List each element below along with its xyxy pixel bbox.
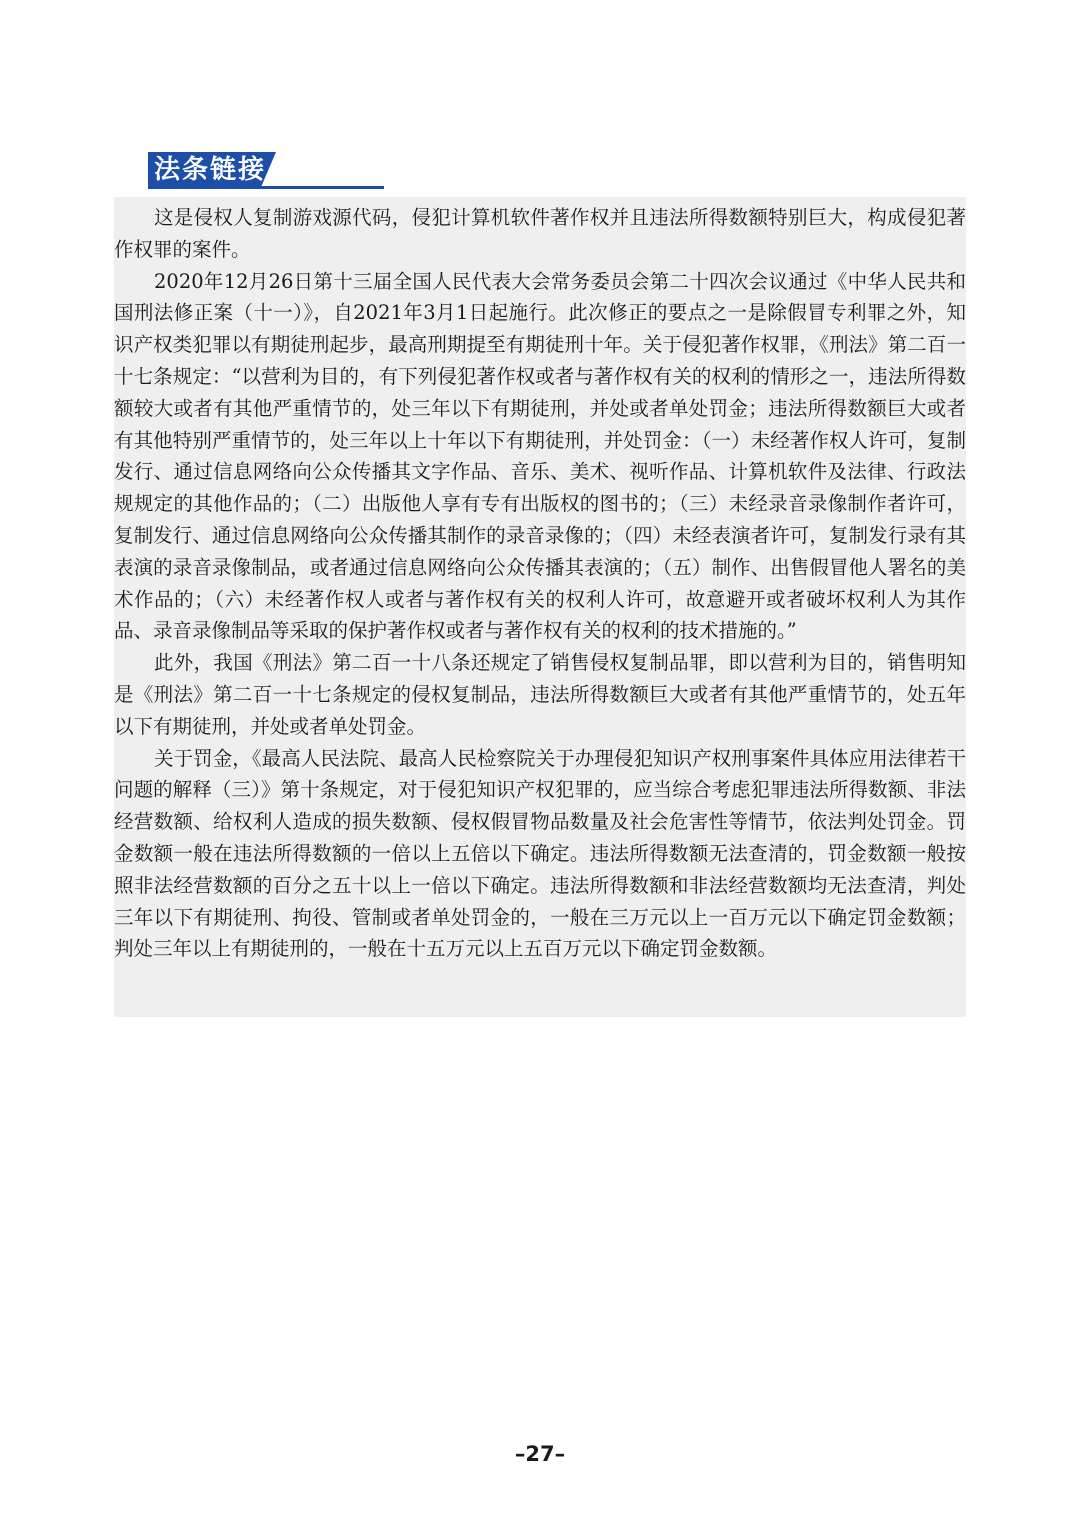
page-number: –27– [514,1442,566,1466]
section-title: 法条链接 [154,155,267,185]
paragraph: 这是侵权人复制游戏源代码，侵犯计算机软件著作权并且违法所得数额特别巨大，构成侵犯著作权罪的案件。 [114,206,966,261]
paragraph: 2020年12月26日第十三届全国人民代表大会常务委员会第二十四次会议通过《中华人民共和国刑法修正案（十一）》，自2021年3月1日起施行。此次修正的要点之一是除假冒专利罪之外，知识产权类犯罪以有期徒刑起步，最高刑期提至有期徒刑十年。关于侵犯著作权罪，《刑法》第二百一十七条规定：“以营利为目的，有下列侵犯著作权或者与著作权有关的权利的情形之一，违法所得数额较大或者有其他严重情节的，处三年以下有期徒刑，并处或者单处罚金；违法所得数额巨大或者有其他特别严重情节的，处三年以上十年以下有期徒刑，并处罚金：（一）未经著作权人许可，复制发行、通过信息网络向公众传播其文字作品、音乐、美术、视听作品、计算机软件及法律、行政法规规定的其他作品的；（二）出版他人享有专有出版权的图书的；（三）未经录音录像制作者许可，复制发行、通过信息网络向公众传播其制作的录音录像的；（四）未经表演者许可，复制发行录有其表演的录音录像制品，或者通过信息网络向公众传播其表演的；（五）制作、出售假冒他人署名的美术作品的；（六）未经著作权人或者与著作权有关的权利人许可，故意避开或者破坏权利人为其作品、录音录像制品等采取的保护著作权或者与著作权有关的权利的技术措施的。” [114,269,966,643]
paragraph: 此外，我国《刑法》第二百一十八条还规定了销售侵权复制品罪，即以营利为目的，销售明知是《刑法》第二百一十七条规定的侵权复制品，违法所得数额巨大或者有其他严重情节的，处五年以下有期徒刑，并处或者单处罚金。 [114,651,966,738]
section-header [148,152,384,190]
body-text [114,202,966,965]
paragraph: 关于罚金，《最高人民法院、最高人民检察院关于办理侵犯知识产权刑事案件具体应用法律若干问题的解释（三）》第十条规定，对于侵犯知识产权犯罪的，应当综合考虑犯罪违法所得数额、非法经营数额、给权利人造成的损失数额、侵权假冒物品数量及社会危害性等情节，依法判处罚金。罚金数额一般在违法所得数额的一倍以上五倍以下确定。违法所得数额无法查清的，罚金数额一般按照非法经营数额的百分之五十以上一倍以下确定。违法所得数额和非法经营数额均无法查清，判处三年以下有期徒刑、拘役、管制或者单处罚金的，一般在三万元以上一百万元以下确定罚金数额；判处三年以上有期徒刑的，一般在十五万元以上五百万元以下确定罚金数额。 [114,746,966,961]
section-underline [148,186,384,189]
